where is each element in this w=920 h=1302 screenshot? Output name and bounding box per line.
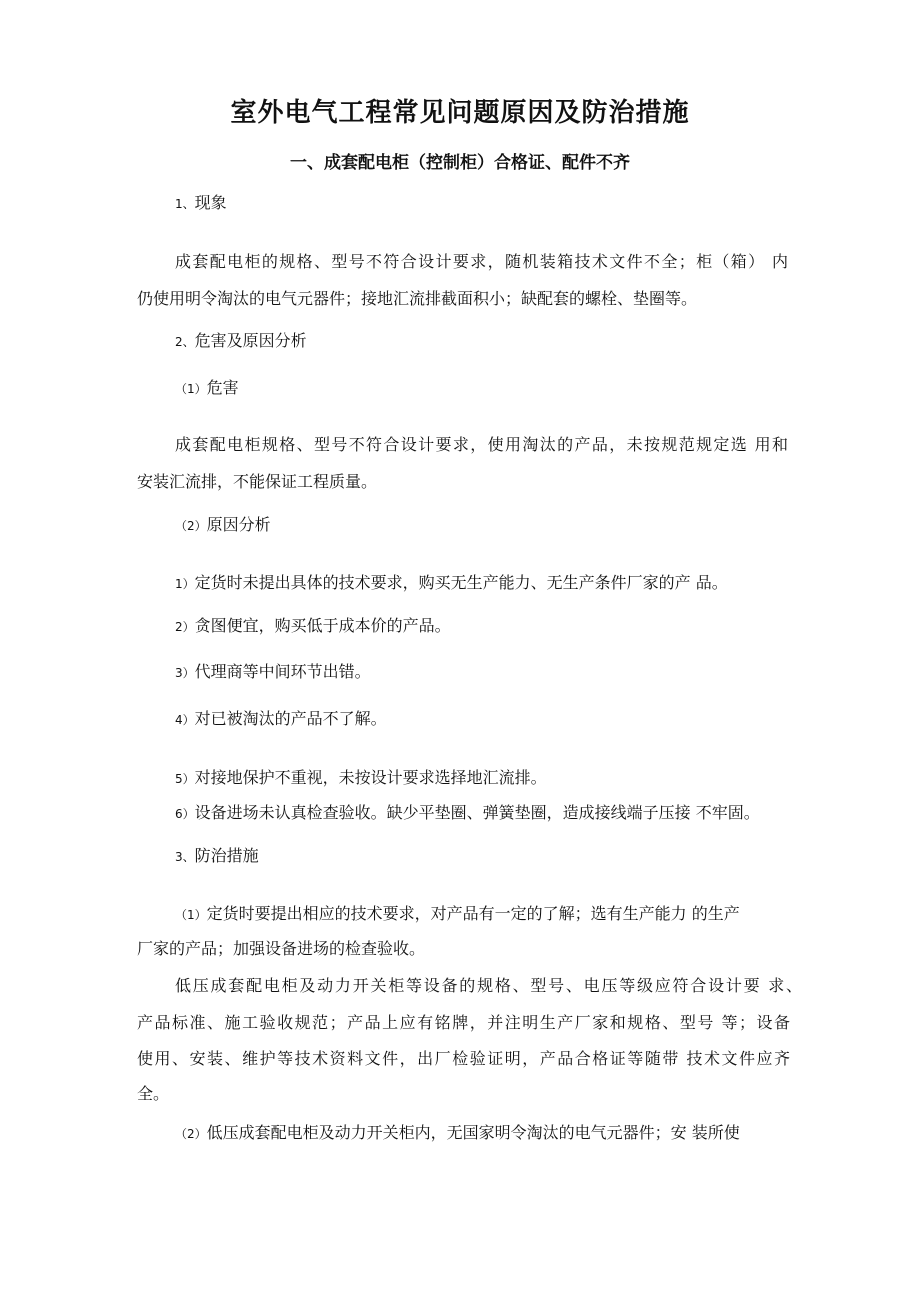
paragraph-line: 全。 [137,1084,170,1103]
paragraph-line: 安装汇流排，不能保证工程质量。 [137,472,378,491]
item-text: 原因分析 [206,515,271,534]
item-text: 定货时要提出相应的技术要求，对产品有一定的了解；选有生产能力 的生产 [206,904,740,923]
numbered-heading [175,513,271,538]
item-text: 危害及原因分析 [194,331,307,350]
item-number: 3、 [175,850,195,864]
list-item [175,1121,740,1146]
item-number: 5） [175,772,195,786]
item-text: 低压成套配电柜及动力开关柜内，无国家明令淘汰的电气元器件；安 装所使 [206,1123,740,1142]
item-text: 贪图便宜，购买低于成本价的产品。 [194,616,451,635]
numbered-heading [175,191,227,216]
item-number: （2） [175,1127,207,1141]
paragraph-line: 仍使用明令淘汰的电气元器件；接地汇流排截面积小；缺配套的螺栓、垫圈等。 [137,289,698,308]
item-text: 对已被淘汰的产品不了解。 [194,709,387,728]
item-number: 6） [175,807,195,821]
numbered-heading [175,376,239,401]
item-number: 1、 [175,197,195,211]
list-item [175,571,728,596]
item-text: 代理商等中间环节出错。 [194,662,371,681]
item-number: （2） [175,519,207,533]
item-text: 现象 [194,193,227,212]
paragraph-line: 成套配电柜规格、型号不符合设计要求，使用淘汰的产品，未按规范规定选 用和 [175,435,788,454]
numbered-heading [175,844,259,869]
item-number: 2） [175,620,195,634]
item-number: 2、 [175,335,195,349]
item-text: 定货时未提出具体的技术要求，购买无生产能力、无生产条件厂家的产 品。 [194,573,728,592]
item-number: 3） [175,666,195,680]
list-item [175,614,451,639]
paragraph-line: 低压成套配电柜及动力开关柜等设备的规格、型号、电压等级应符合设计要 求、 [175,976,802,995]
numbered-heading [175,329,307,354]
item-number: （1） [175,382,207,396]
section-heading: 一、成套配电柜（控制柜）合格证、配件不齐 [290,153,630,173]
item-number: （1） [175,908,207,922]
item-number: 1） [175,577,195,591]
paragraph-line: 厂家的产品；加强设备进场的检查验收。 [137,939,426,958]
list-item [175,766,547,791]
paragraph-line: 使用、安装、维护等技术资料文件，出厂检验证明，产品合格证等随带 技术文件应齐 [137,1049,790,1068]
item-number: 4） [175,713,195,727]
item-text: 危害 [206,378,239,397]
list-item [175,707,387,732]
document-title: 室外电气工程常见问题原因及防治措施 [230,98,690,128]
item-text: 防治措施 [194,846,259,865]
paragraph-line: 产品标准、施工验收规范；产品上应有铭牌，并注明生产厂家和规格、型号 等；设备 [137,1013,790,1032]
list-item [175,801,760,826]
list-item [175,660,371,685]
item-text: 对接地保护不重视，未按设计要求选择地汇流排。 [194,768,547,787]
item-text: 设备进场未认真检查验收。缺少平垫圈、弹簧垫圈，造成接线端子压接 不牢固。 [194,803,760,822]
list-item [175,902,740,927]
paragraph-line: 成套配电柜的规格、型号不符合设计要求，随机装箱技术文件不全；柜（箱） 内 [175,252,788,271]
